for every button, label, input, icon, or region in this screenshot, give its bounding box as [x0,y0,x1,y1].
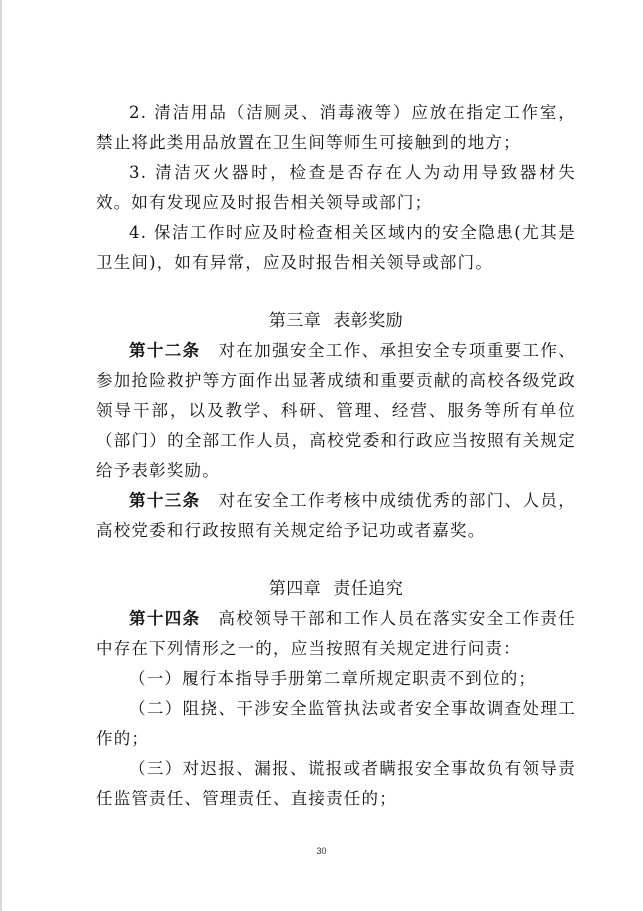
article-14 [96,604,576,664]
chapter-number: 第四章 [268,579,322,599]
chapter-number: 第三章 [268,311,322,331]
list-item-2 [96,98,576,158]
article-label: 第十四条 [129,609,201,628]
item-number: （二） [129,699,183,718]
chapter-4-heading [96,574,576,604]
article-text: 高校领导干部和工作人员在落实安全工作责任中存在下列情形之一的，应当按照有关规定进行问责： [96,609,576,658]
list-item-three [96,754,576,814]
article-text: 对在加强安全工作、承担安全专项重要工作、参加抢险救护等方面作出显著成绩和重要贡献的高校各级党政领导干部，以及教学、科研、管理、经营、服务等所有单位（部门）的全部工作人员，高校党委和行政应当按照有关规定给予表彰奖励。 [96,341,576,480]
list-item-two [96,694,576,754]
item-text: 阻挠、干涉安全监管执法或者安全事故调查处理工作的； [96,699,576,748]
item-text: 清洁用品（洁厕灵、消毒液等）应放在指定工作室，禁止将此类用品放置在卫生间等师生可接触到的地方； [96,103,576,152]
list-item-4 [96,218,576,278]
page-content [96,98,576,814]
item-number: 3. [129,163,148,182]
article-label: 第十三条 [129,491,201,510]
item-text: 清洁灭火器时，检查是否存在人为动用导致器材失效。如有发现应及时报告相关领导或部门； [96,163,576,212]
article-12 [96,336,576,486]
item-number: （三） [129,759,183,778]
page-number: 30 [316,846,327,856]
list-item-3 [96,158,576,218]
chapter-title: 责任追究 [333,579,404,599]
list-item-one [96,664,576,694]
article-text: 对在安全工作考核中成绩优秀的部门、人员，高校党委和行政按照有关规定给予记功或者嘉奖。 [96,491,576,540]
item-text: 履行本指导手册第二章所规定职责不到位的； [182,669,537,688]
article-13 [96,486,576,546]
chapter-title: 表彰奖励 [333,311,404,331]
item-number: （一） [129,669,183,688]
article-label: 第十二条 [129,341,201,360]
item-text: 保洁工作时应及时检查相关区域内的安全隐患(尤其是卫生间)，如有异常，应及时报告相关领导或部门。 [96,223,576,272]
item-text: 对迟报、漏报、谎报或者瞒报安全事故负有领导责任监管责任、管理责任、直接责任的； [96,759,576,808]
chapter-3-heading [96,306,576,336]
page-edge [0,0,2,911]
item-number: 4. [129,223,148,242]
item-number: 2. [129,103,148,122]
